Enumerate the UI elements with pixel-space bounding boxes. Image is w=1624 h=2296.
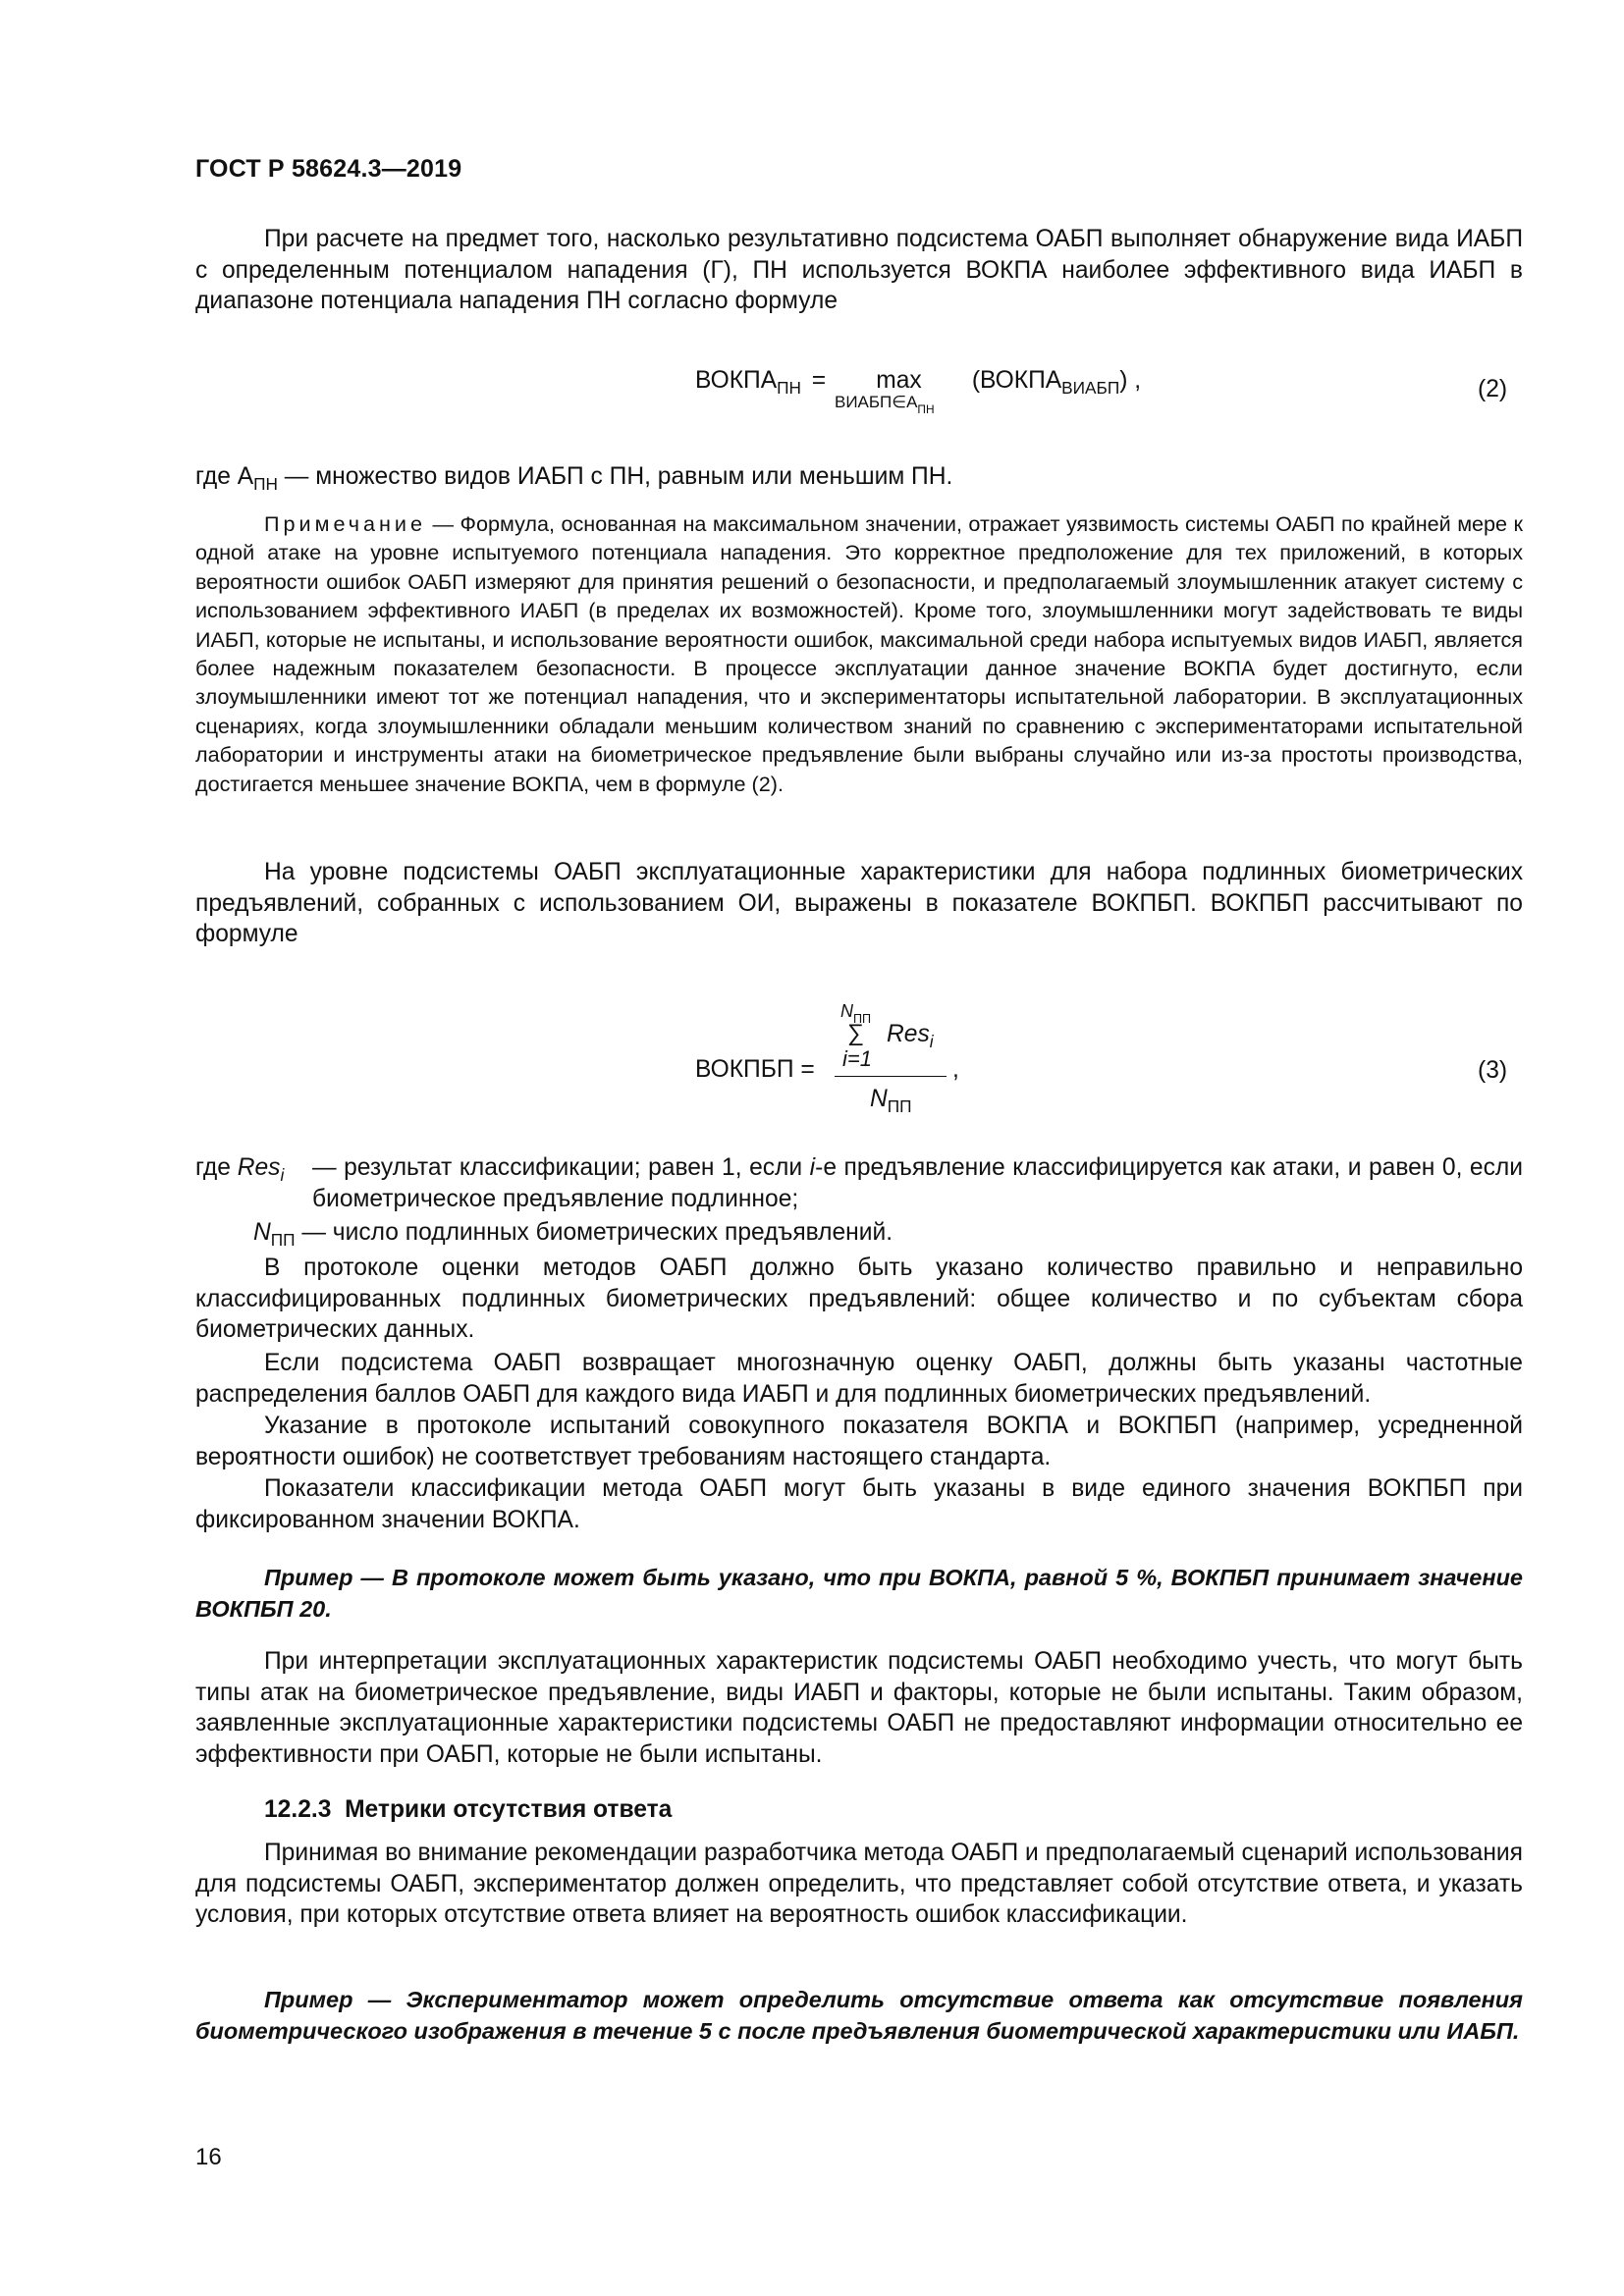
formula-3-sigma: ∑ [847, 1020, 865, 1046]
formula-3-den: N [870, 1086, 888, 1112]
example-1: Пример — В протоколе может быть указано, что при ВОКПА, равной 5 %, ВОКПБП принимает значение ВОКПБП 20. [195, 1565, 1523, 1622]
paragraph-7: При интерпретации эксплуатационных характеристик подсистемы ОАБП необходимо учесть, что могут быть типы атак на биометрическое предъявление, виды ИАБП и факторы, которые не были испытаны. Таким образом, заявленные эксплуатационные характеристики подсистемы ОАБП не предоставляют информации относительно ее эффективности при ОАБП, которые не были испытаны. [195, 1648, 1523, 1768]
where-2-prefix: где [195, 1154, 238, 1181]
where-1 [195, 463, 1523, 495]
formula-2-op-sub: ВИАБП∈А [835, 393, 918, 411]
where-2-i: i [809, 1154, 816, 1181]
formula-3-sum-top-sub: ПП [853, 1012, 872, 1026]
formula-3-comma: , [952, 1056, 959, 1083]
formula-2-arg-sub: ВИАБП [1061, 378, 1120, 398]
formula-3-fraction-bar [835, 1076, 947, 1077]
note-label: Примечание [264, 511, 426, 536]
formula-3-sum-top: N [840, 1001, 853, 1021]
note [195, 509, 1523, 798]
where-2-def-2 [253, 1217, 893, 1256]
formula-3-number: (3) [1478, 1057, 1508, 1084]
page-number: 16 [195, 2144, 222, 2170]
paragraph-5: Указание в протоколе испытаний совокупного показателя ВОКПА и ВОКПБП (например, усредненной вероятности ошибок) не соответствует требованиям настоящего стандарта. [195, 1413, 1523, 1470]
formula-3-res: Res [887, 1021, 930, 1047]
section-title: Метрики отсутствия ответа [345, 1796, 673, 1823]
where-2-t3: — число подлинных биометрических предъявлений. [295, 1219, 893, 1246]
formula-2-close: ) , [1119, 367, 1142, 394]
where-2-def-1 [312, 1152, 1523, 1214]
formula-3-res-sub: i [929, 1032, 934, 1051]
example-2: Пример — Экспериментатор может определить отсутствие ответа как отсутствие появления биометрического изображения в течение 5 с после предъявления биометрической характеристики или ИАБП. [195, 1987, 1523, 2044]
formula-2-lhs-sub: ПН [777, 378, 801, 398]
where-2-n-sub: ПП [270, 1230, 296, 1250]
formula-2-eq: = [811, 367, 827, 394]
formula-2-lhs: ВОКПА [695, 367, 778, 394]
where-1-text: — множество видов ИАБП с ПН, равным или меньшим ПН. [277, 463, 953, 490]
section-number: 12.2.3 [264, 1796, 332, 1823]
formula-3-sum-bottom: i=1 [842, 1046, 872, 1071]
formula-2-op: max [876, 367, 922, 394]
where-1-prefix: где А [195, 463, 254, 490]
document-header: ГОСТ Р 58624.3—2019 [195, 155, 462, 183]
formula-2-arg: (ВОКПА [971, 367, 1062, 394]
paragraph-4: Если подсистема ОАБП возвращает многозначную оценку ОАБП, должны быть указаны частотные распределения баллов ОАБП для каждого вида ИАБП и для подлинных биометрических предъявлений. [195, 1350, 1523, 1408]
formula-2-number: (2) [1478, 376, 1508, 402]
where-2-t2: -е предъявление классифицируется как атаки, и равен 0, если биометрическое предъявление подлинное; [312, 1154, 1523, 1212]
formula-2-op-sub2: ПН [917, 402, 935, 416]
where-2-label [195, 1152, 284, 1192]
where-1-sub: ПН [253, 474, 278, 494]
paragraph-2: На уровне подсистемы ОАБП эксплуатационные характеристики для набора подлинных биометрических предъявлений, собранных с использованием ОИ, выражены в показателе ВОКПБП. ВОКПБП рассчитывают по формуле [195, 859, 1523, 948]
formula-3 [695, 1001, 970, 1129]
formula-3-lhs: ВОКПБП = [695, 1056, 815, 1083]
paragraph-3: В протоколе оценки методов ОАБП должно быть указано количество правильно и неправильно классифицированных подлинных биометрических предъявлений: общее количество и по субъектам сбора биометрических данных. [195, 1255, 1523, 1344]
paragraph-1: При расчете на предмет того, насколько результативно подсистема ОАБП выполняет обнаружение вида ИАБП с определенным потенциалом нападения (Г), ПН используется ВОКПА наиболее эффективного вида ИАБП в диапазоне потенциала нападения ПН согласно формуле [195, 226, 1523, 315]
note-text: — Формула, основанная на максимальном значении, отражает уязвимость системы ОАБП по крайней мере к одной атаке на уровне испытуемого потенциала нападения. Это корректное предположение для тех приложений, в которых вероятности ошибок ОАБП измеряют для принятия решений о безопасности, и предполагаемый злоумышленник атакует систему с использованием эффективного ИАБП (в пределах их возможностей). Кроме того, злоумышленники могут задействовать те виды ИАБП, которые не испытаны, и использование вероятности ошибок, максимальной среди набора испытуемых видов ИАБП, является более надежным показателем безопасности. В процессе эксплуатации данное значение ВОКПА будет достигнуто, если злоумышленники имеют тот же потенциал нападения, что и экспериментаторы испытательной лаборатории. В эксплуатационных сценариях, когда злоумышленники обладали меньшим количеством знаний по сравнению с экспериментаторами испытательной лаборатории и инструменты атаки на биометрическое предъявление были выбраны случайно или из-за простоты производства, достигается меньшее значение ВОКПА, чем в формуле (2). [195, 511, 1523, 796]
where-2-t1: — результат классификации; равен 1, если [312, 1154, 810, 1181]
formula-3-den-sub: ПП [887, 1096, 912, 1116]
where-2-res: Res [237, 1154, 281, 1181]
where-2-res-sub: i [280, 1165, 285, 1185]
section-heading [195, 1796, 1592, 1824]
paragraph-6: Показатели классификации метода ОАБП могут быть указаны в виде единого значения ВОКПБП при фиксированном значении ВОКПА. [195, 1475, 1523, 1533]
where-2-n: N [253, 1219, 271, 1246]
paragraph-8: Принимая во внимание рекомендации разработчика метода ОАБП и предполагаемый сценарий использования для подсистемы ОАБП, экспериментатор должен определить, что представляет собой отсутствие ответа, и указать условия, при которых отсутствие ответа влияет на вероятность ошибок классификации. [195, 1840, 1523, 1929]
